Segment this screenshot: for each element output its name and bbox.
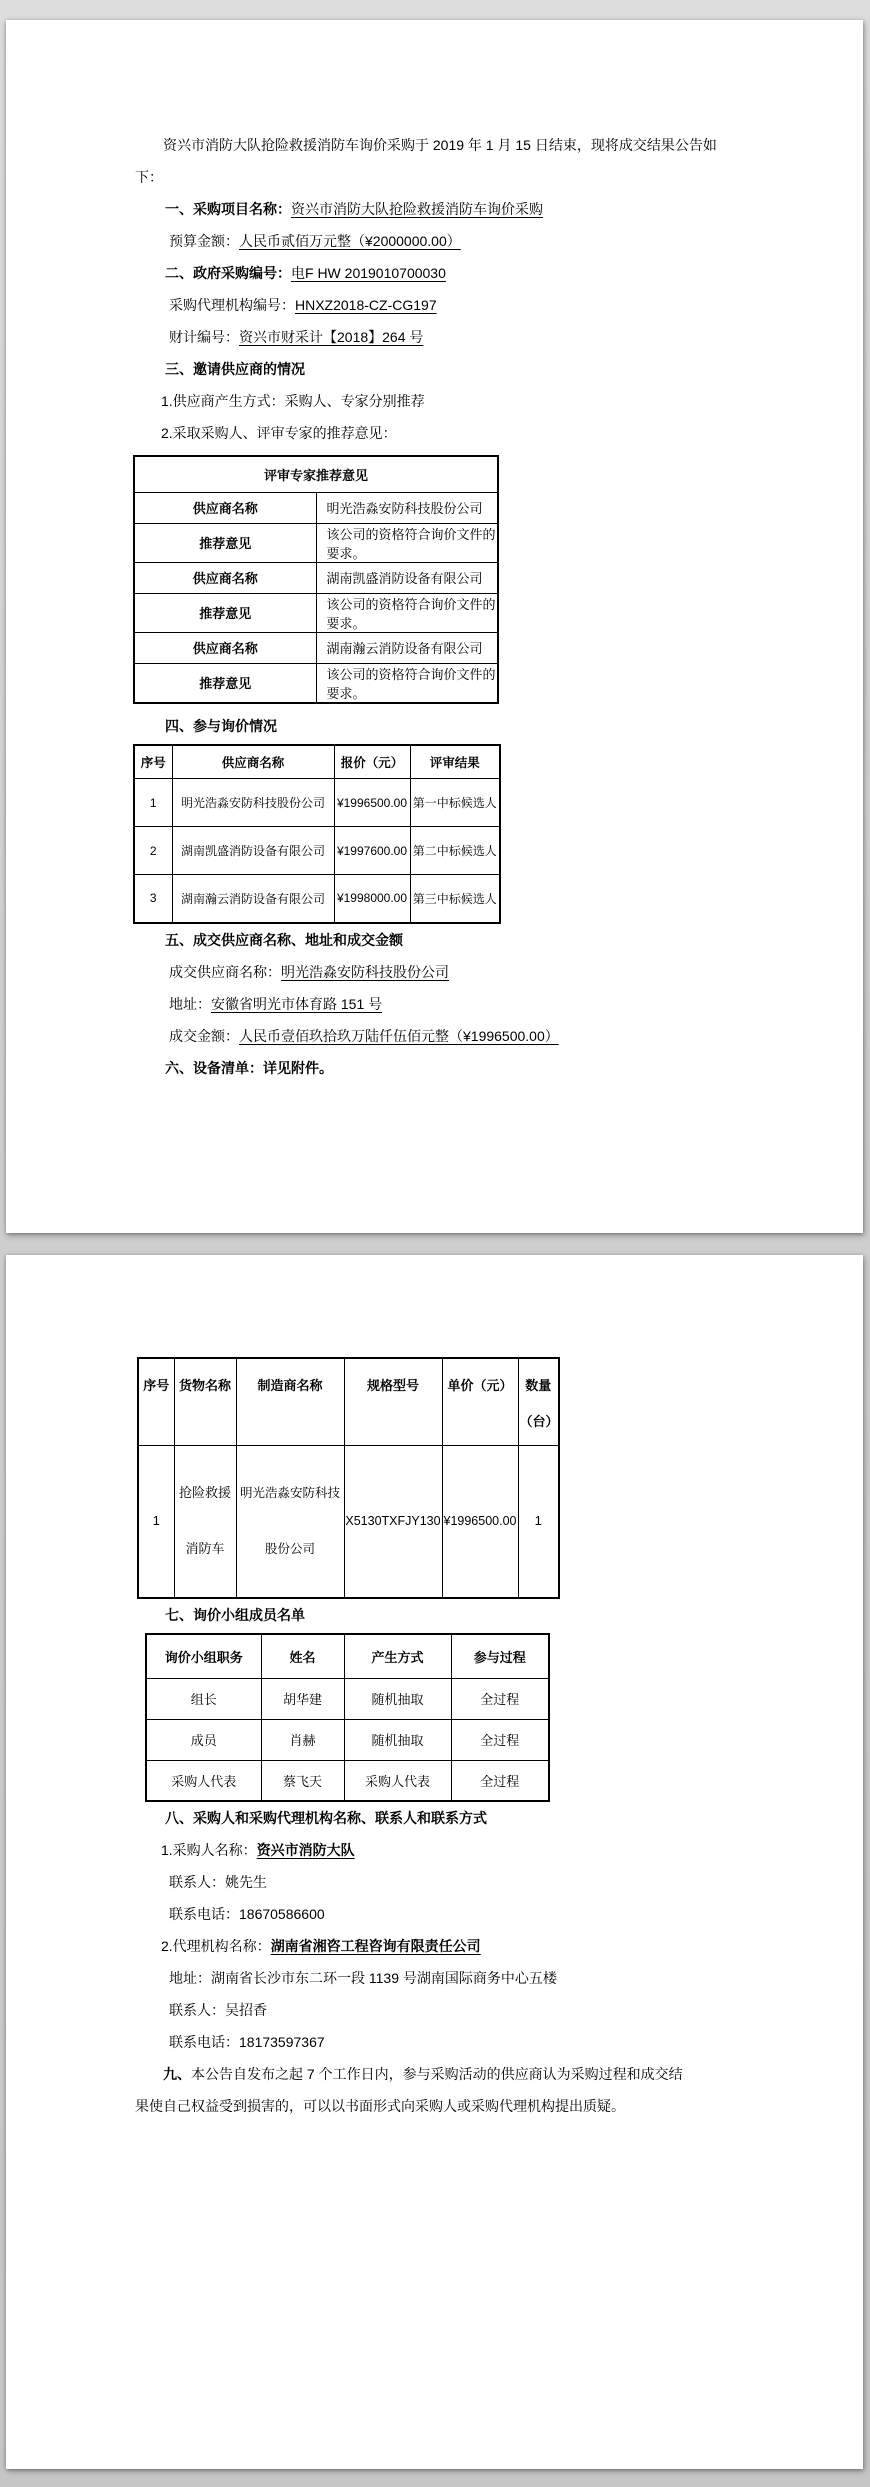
section-3-item-1: 1.供应商产生方式：采购人、专家分别推荐: [161, 393, 425, 409]
amount-label: 成交金额：: [169, 1027, 239, 1044]
section-3-item-2: 2.采取采购人、评审专家的推荐意见：: [161, 425, 397, 441]
cell: 采购人代表: [146, 1760, 261, 1801]
table-header-row: [138, 1358, 559, 1445]
table-row: [146, 1678, 549, 1719]
col-header: 参与过程: [451, 1634, 549, 1678]
table-row: [134, 632, 498, 663]
row-value: 该公司的资格符合询价文件的要求。: [316, 523, 498, 562]
table-header-row: [134, 745, 500, 779]
finance-no-label: 财计编号：: [169, 329, 239, 345]
row-value: 明光浩淼安防科技股份公司: [316, 492, 498, 523]
cell: 明光浩淼安防科技股份公司: [236, 1445, 344, 1598]
col-header: 序号: [134, 745, 172, 779]
cell: 抢险救援消防车: [174, 1445, 236, 1598]
buyer-phone-line: 联系电话：18670586600: [169, 1906, 325, 1922]
buyer-contact-line: 联系人：姚先生: [169, 1874, 267, 1890]
row-label: 推荐意见: [134, 593, 316, 632]
row-label: 供应商名称: [134, 562, 316, 593]
winner-label: 成交供应商名称：: [169, 963, 281, 980]
equipment-table: [137, 1357, 560, 1599]
address-label: 地址：: [169, 995, 211, 1012]
table-row: [134, 779, 500, 827]
col-header-qty: [518, 1358, 559, 1445]
section-9-prefix: 九、: [163, 2066, 191, 2082]
section-7-heading: 七、询价小组成员名单: [165, 1607, 305, 1623]
buyer-label: 1.采购人名称：: [161, 1842, 257, 1858]
table-row: [134, 593, 498, 632]
row-value: 湖南瀚云消防设备有限公司: [316, 632, 498, 663]
cell: 成员: [146, 1719, 261, 1760]
cell: 蔡飞天: [261, 1760, 344, 1801]
expert-table-title: 评审专家推荐意见: [134, 456, 498, 492]
cell: 全过程: [451, 1719, 549, 1760]
section-4-heading: 四、参与询价情况: [165, 717, 277, 734]
col-header: 姓名: [261, 1634, 344, 1678]
table-row: [134, 523, 498, 562]
section-5-heading: 五、成交供应商名称、地址和成交金额: [165, 931, 403, 948]
col-header: 规格型号: [344, 1358, 442, 1445]
table-row: [134, 562, 498, 593]
section-2-label: 二、政府采购编号：: [165, 265, 291, 281]
table-row: [134, 663, 498, 703]
table-row: [134, 875, 500, 923]
cell: 明光浩淼安防科技股份公司: [172, 779, 334, 827]
winner-line: [135, 956, 735, 988]
cell: 组长: [146, 1678, 261, 1719]
cell: 第三中标候选人: [410, 875, 500, 923]
row-label: 推荐意见: [134, 523, 316, 562]
section-1-label: 一、采购项目名称：: [165, 201, 291, 217]
table-row: [146, 1719, 549, 1760]
col-header: 报价（元）: [334, 745, 410, 779]
budget-value: 人民币贰佰万元整（¥2000000.00）: [239, 233, 461, 249]
row-value: 该公司的资格符合询价文件的要求。: [316, 663, 498, 703]
cell: 湖南凯盛消防设备有限公司: [172, 827, 334, 875]
section-3-heading: 三、邀请供应商的情况: [165, 361, 305, 377]
cell: 随机抽取: [344, 1719, 451, 1760]
finance-no-value: 资兴市财采计【2018】264 号: [239, 329, 424, 345]
row-value: 该公司的资格符合询价文件的要求。: [316, 593, 498, 632]
cell: 采购人代表: [344, 1760, 451, 1801]
address-value: 安徽省明光市体育路 151 号: [211, 995, 383, 1012]
table-row: [138, 1445, 559, 1598]
expert-recommendation-table: [133, 455, 499, 704]
agent-label: 2.代理机构名称：: [161, 1938, 271, 1954]
col-header: 制造商名称: [236, 1358, 344, 1445]
cell: 2: [134, 827, 172, 875]
cell: 肖赫: [261, 1719, 344, 1760]
page-2: [6, 1255, 863, 2469]
cell: 全过程: [451, 1678, 549, 1719]
cell: 1: [134, 779, 172, 827]
cell: 胡华建: [261, 1678, 344, 1719]
page-1: [6, 20, 863, 1233]
cell: 随机抽取: [344, 1678, 451, 1719]
section-1-line: [135, 193, 735, 225]
section-2-line: [135, 257, 735, 289]
cell: ¥1996500.00: [442, 1445, 518, 1598]
agent-value: 湖南省湘咨工程咨询有限责任公司: [270, 1938, 481, 1954]
table-row: [146, 1760, 549, 1801]
budget-label: 预算金额：: [169, 233, 239, 249]
cell: 全过程: [451, 1760, 549, 1801]
cell: X5130TXFJY130: [344, 1445, 442, 1598]
inquiry-panel-table: [145, 1633, 550, 1802]
buyer-value: 资兴市消防大队: [256, 1842, 355, 1858]
table-row: [134, 827, 500, 875]
col-header: 询价小组职务: [146, 1634, 261, 1678]
table-header-row: [146, 1634, 549, 1678]
cell: ¥1997600.00: [334, 827, 410, 875]
quotation-table: [133, 744, 501, 924]
row-label: 供应商名称: [134, 632, 316, 663]
cell: 第二中标候选人: [410, 827, 500, 875]
cell: ¥1996500.00: [334, 779, 410, 827]
buyer-line: [135, 1834, 735, 1866]
winner-address-line: [135, 988, 735, 1020]
agent-phone-line: 联系电话：18173597367: [169, 2034, 325, 2050]
amount-value: 人民币壹佰玖拾玖万陆仟伍佰元整（¥1996500.00）: [239, 1027, 559, 1044]
cell: ¥1998000.00: [334, 875, 410, 923]
deal-amount-line: [135, 1020, 735, 1052]
agent-address-line: 地址：湖南省长沙市东二环一段 1139 号湖南国际商务中心五楼: [169, 1970, 557, 1986]
col-header: 货物名称: [174, 1358, 236, 1445]
table-row: [134, 492, 498, 523]
cell: 1: [518, 1445, 559, 1598]
row-label: 供应商名称: [134, 492, 316, 523]
agency-no-label: 采购代理机构编号：: [169, 297, 295, 313]
section-9-paragraph: [135, 2058, 687, 2122]
section-9-text: 本公告自发布之起 7 个工作日内，参与采购活动的供应商认为采购过程和成交结果使自己权益受到损害的，可以以书面形式向采购人或采购代理机构提出质疑。: [135, 2066, 683, 2114]
col-header: 评审结果: [410, 745, 500, 779]
cell: 第一中标候选人: [410, 779, 500, 827]
intro-paragraph: 资兴市消防大队抢险救援消防车询价采购于 2019 年 1 月 15 日结束，现将成交结果公告如下：: [135, 137, 717, 185]
cell: 3: [134, 875, 172, 923]
col-header: 产生方式: [344, 1634, 451, 1678]
row-value: 湖南凯盛消防设备有限公司: [316, 562, 498, 593]
cell: 1: [138, 1445, 174, 1598]
agency-no-line: [135, 289, 735, 321]
section-6-heading: 六、设备清单：详见附件。: [165, 1059, 333, 1076]
winner-value: 明光浩淼安防科技股份公司: [281, 963, 449, 980]
col-header: 单价（元）: [442, 1358, 518, 1445]
agent-contact-line: 联系人：吴招香: [169, 2002, 267, 2018]
agent-line: [135, 1930, 735, 1962]
page-1-content: [6, 20, 746, 1084]
budget-line: [135, 225, 735, 257]
col-header: 供应商名称: [172, 745, 334, 779]
section-8-heading: 八、采购人和采购代理机构名称、联系人和联系方式: [165, 1810, 487, 1826]
gov-procurement-no: 电F HW 2019010700030: [291, 265, 446, 281]
finance-no-line: [135, 321, 735, 353]
page-2-content: [6, 1255, 746, 2122]
qty-unit: （台）: [519, 1414, 559, 1429]
row-label: 推荐意见: [134, 663, 316, 703]
agency-no-value: HNXZ2018-CZ-CG197: [295, 297, 437, 313]
section-1-value: 资兴市消防大队抢险救援消防车询价采购: [291, 201, 543, 217]
cell: 湖南瀚云消防设备有限公司: [172, 875, 334, 923]
col-header: 序号: [138, 1358, 174, 1445]
qty-label: 数量: [525, 1378, 552, 1393]
